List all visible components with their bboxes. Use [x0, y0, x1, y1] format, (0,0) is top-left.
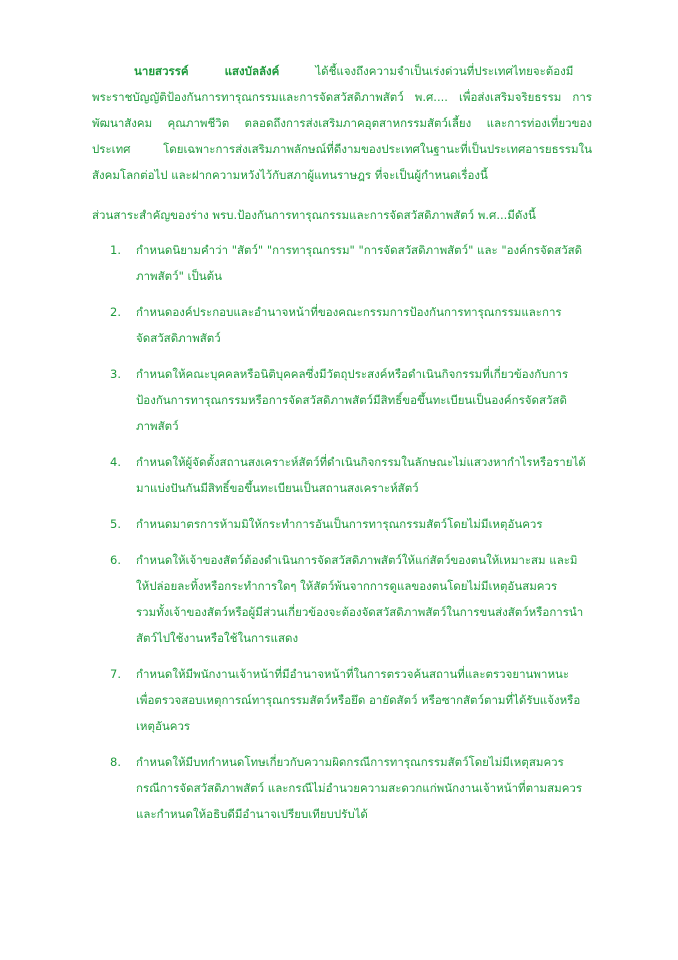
- list-item-number: 7.: [110, 667, 121, 681]
- intro-text: ได้ชี้แจงถึงความจำเป็นเร่งด่วนที่ประเทศไทยจะต้องมี: [315, 64, 574, 78]
- list-item-line: ภาพสัตว์: [136, 419, 179, 433]
- list-item: [110, 449, 590, 501]
- list-item-line: กำหนดองค์ประกอบและอำนาจหน้าที่ของคณะกรรมการป้องกันการทารุณกรรมและการ: [136, 305, 562, 319]
- list-item-line: กรณีการจัดสวัสดิภาพสัตว์ และกรณีไม่อำนวยความสะดวกแก่พนักงานเจ้าหน้าที่ตามสมควร: [136, 781, 583, 795]
- list-item: [110, 361, 590, 439]
- list-item-line: ภาพสัตว์" เป็นต้น: [136, 269, 222, 283]
- list-item: [110, 237, 590, 289]
- intro-line: [92, 58, 592, 84]
- intro-line: พระราชบัญญัติป้องกันการทารุณกรรมและการจัดสวัสดิภาพสัตว์ พ.ศ.... เพื่อส่งเสริมจริยธรรม การ: [92, 90, 592, 104]
- intro-paragraph: [92, 58, 592, 188]
- intro-line: พัฒนาสังคม คุณภาพชีวิต ตลอดถึงการส่งเสริมภาคอุตสาหกรรมสัตว์เลี้ยง และการท่องเที่ยวของ: [92, 116, 592, 130]
- summary-heading: ส่วนสาระสำคัญของร่าง พรบ.ป้องกันการทารุณกรรมและการจัดสวัสดิภาพสัตว์ พ.ศ...มีดังนี้: [92, 208, 536, 222]
- list-item-line: กำหนดนิยามคำว่า "สัตว์" "การทารุณกรรม" "การจัดสวัสดิภาพสัตว์" และ "องค์กรจัดสวัสดิ: [136, 243, 583, 257]
- list-item-line: กำหนดมาตรการห้ามมิให้กระทำการอันเป็นการทารุณกรรมสัตว์โดยไม่มีเหตุอันควร: [136, 517, 543, 531]
- list-item-text: [136, 511, 590, 537]
- list-item: [110, 749, 590, 827]
- list-item-line: กำหนดให้คณะบุคคลหรือนิติบุคคลซึ่งมีวัตถุประสงค์หรือดำเนินกิจกรรมที่เกี่ยวข้องกับการ: [136, 367, 569, 381]
- list-item-line: จัดสวัสดิภาพสัตว์: [136, 331, 221, 345]
- list-item-number: 6.: [110, 553, 121, 567]
- list-item-number: 8.: [110, 755, 121, 769]
- list-item-number: 1.: [110, 243, 121, 257]
- list-item: [110, 299, 590, 351]
- list-item-line: เหตุอันควร: [136, 719, 191, 733]
- list-item-number: 4.: [110, 455, 121, 469]
- speaker-first-name: นายสวรรค์: [134, 64, 189, 78]
- list-item-text: [136, 749, 590, 827]
- list-item-text: [136, 661, 590, 739]
- list-item-number: 2.: [110, 305, 121, 319]
- list-item-text: [136, 547, 590, 651]
- list-item-text: [136, 361, 590, 439]
- intro-line: สังคมโลกต่อไป และฝากความหวังไว้กับสภาผู้แทนราษฎร ที่จะเป็นผู้กำหนดเรื่องนี้: [92, 168, 488, 182]
- list-item-line: ป้องกันการทารุณกรรมหรือการจัดสวัสดิภาพสัตว์มีสิทธิ์ขอขึ้นทะเบียนเป็นองค์กรจัดสวัสดิ: [136, 393, 567, 407]
- speaker-last-name: แสงบัลลังค์: [224, 64, 280, 78]
- summary-list: [110, 237, 590, 837]
- list-item-line: รวมทั้งเจ้าของสัตว์หรือผู้มีส่วนเกี่ยวข้องจะต้องจัดสวัสดิภาพสัตว์ในการขนส่งสัตว์หรือการนำ: [136, 605, 584, 619]
- list-item: [110, 547, 590, 651]
- list-item-text: [136, 299, 590, 351]
- list-item-line: กำหนดให้มีพนักงานเจ้าหน้าที่มีอำนาจหน้าที่ในการตรวจค้นสถานที่และตรวจยานพาหนะ: [136, 667, 570, 681]
- list-item-line: กำหนดให้ผู้จัดตั้งสถานสงเคราะห์สัตว์ที่ดำเนินกิจกรรมในลักษณะไม่แสวงหากำไรหรือรายได้: [136, 455, 586, 469]
- list-item: [110, 661, 590, 739]
- list-item-line: กำหนดให้มีบทกำหนดโทษเกี่ยวกับความผิดกรณีการทารุณกรรมสัตว์โดยไม่มีเหตุสมควร: [136, 755, 564, 769]
- list-item-line: สัตว์ไปใช้งานหรือใช้ในการแสดง: [136, 631, 299, 645]
- list-item-number: 3.: [110, 367, 121, 381]
- list-item-line: มาแบ่งปันกันมีสิทธิ์ขอขึ้นทะเบียนเป็นสถานสงเคราะห์สัตว์: [136, 481, 419, 495]
- list-item-line: และกำหนดให้อธิบดีมีอำนาจเปรียบเทียบปรับได้: [136, 807, 368, 821]
- list-item: [110, 511, 590, 537]
- intro-line: ประเทศ โดยเฉพาะการส่งเสริมภาพลักษณ์ที่ดีงามของประเทศในฐานะที่เป็นประเทศอารยธรรมใน: [92, 142, 592, 156]
- list-item-number: 5.: [110, 517, 121, 531]
- list-item-text: [136, 449, 590, 501]
- list-item-line: ให้ปล่อยละทิ้งหรือกระทำการใดๆ ให้สัตว์พ้นจากการดูแลของตนโดยไม่มีเหตุอันสมควร: [136, 579, 558, 593]
- list-item-line: กำหนดให้เจ้าของสัตว์ต้องดำเนินการจัดสวัสดิภาพสัตว์ให้แก่สัตว์ของตนให้เหมาะสม และมิ: [136, 553, 578, 567]
- list-item-line: เพื่อตรวจสอบเหตุการณ์ทารุณกรรมสัตว์หรือยึด อายัดสัตว์ หรือซากสัตว์ตามที่ได้รับแจ้งหรือ: [136, 693, 581, 707]
- list-item-text: [136, 237, 590, 289]
